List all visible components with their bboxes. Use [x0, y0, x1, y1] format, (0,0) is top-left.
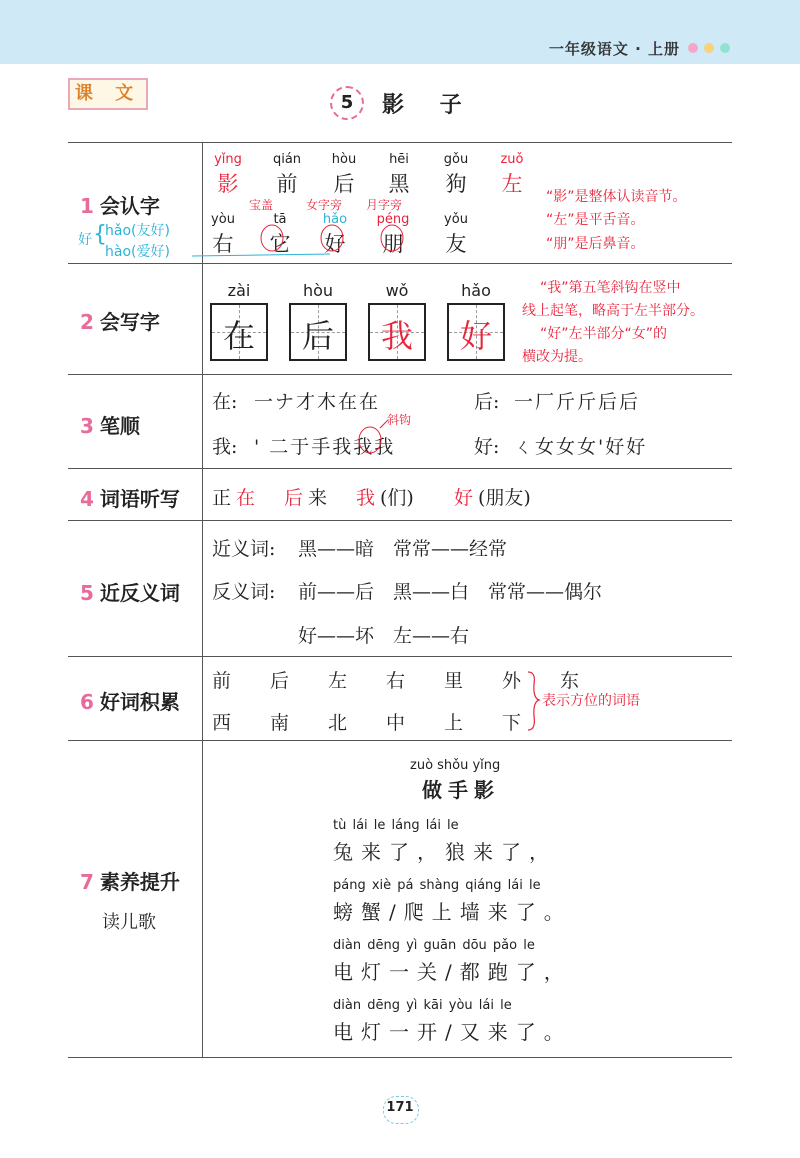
hao-reading: hǎo(友好)	[105, 223, 170, 239]
brace-icon: {	[93, 222, 107, 247]
character: 左	[501, 172, 523, 196]
section-num: 2	[80, 310, 94, 334]
note: “影”是整体认读音节。	[546, 189, 687, 205]
stroke-sequence: 一厂斤斤后后	[514, 391, 641, 413]
character: 影	[217, 172, 239, 196]
dictation-char: (们)	[380, 487, 414, 509]
pinyin: gǒu	[443, 152, 469, 167]
pinyin: hǎo	[322, 212, 348, 227]
stroke-label: 好:	[474, 436, 500, 458]
word-row: 西 南 北 中 上 下	[212, 712, 532, 734]
section-label-strokes	[80, 410, 140, 439]
character: 在	[222, 317, 255, 355]
header-dots	[688, 43, 730, 53]
section-num: 3	[80, 414, 94, 438]
stroke-sequence: ' 二于手我我我	[254, 436, 396, 458]
pinyin: yǒu	[444, 212, 468, 227]
stroke-note: 斜钩	[387, 413, 412, 427]
hao-connector	[190, 238, 340, 260]
pinyin: yǐng	[214, 152, 242, 167]
stroke-sequence: 一ナ才木在在	[254, 391, 381, 413]
poem-pinyin: diàn dēng yì kāi yòu lái le	[333, 998, 512, 1013]
dot-teal	[720, 43, 730, 53]
radical-note: 宝盖	[249, 198, 274, 212]
writing-grid	[368, 303, 426, 361]
table-line	[68, 263, 732, 264]
section-title: 近反义词	[99, 581, 180, 605]
poem-pinyin: tù lái le láng lái le	[333, 818, 459, 833]
poem-title-pinyin: zuò shǒu yǐng	[410, 758, 501, 773]
brace-icon	[524, 670, 542, 732]
synonym-label: 近义词:	[212, 538, 276, 560]
table-line	[68, 1057, 732, 1058]
pinyin: hòu	[331, 152, 357, 167]
section-num: 1	[80, 194, 94, 218]
section-title: 词语听写	[99, 487, 180, 511]
radical-note: 月字旁	[366, 198, 403, 212]
section-num: 7	[80, 870, 94, 894]
stroke-label: 后:	[474, 391, 500, 413]
stroke-note-circle	[356, 416, 390, 456]
poem-line: 螃蟹/爬上墙来了。	[333, 900, 572, 924]
section-label-good-words	[80, 686, 180, 715]
dot-yellow	[704, 43, 714, 53]
note: “朋”是后鼻音。	[546, 236, 645, 252]
section-title: 素养提升	[99, 870, 180, 894]
pinyin: yòu	[211, 212, 235, 227]
note: “我”第五笔斜钩在竖中	[540, 280, 681, 296]
word-note: 表示方位的词语	[542, 693, 640, 709]
section-num: 5	[80, 581, 94, 605]
section-label-dictation	[80, 483, 180, 512]
book-title: 一年级语文 · 上册	[548, 40, 680, 58]
antonym-list: 好——坏 左——右	[298, 625, 470, 647]
table-line	[68, 656, 732, 657]
poem-title: 做手影	[422, 778, 500, 802]
writing-grid	[289, 303, 347, 361]
character: 后	[333, 172, 355, 196]
dictation-char: 好	[454, 487, 474, 509]
pinyin: wǒ	[385, 281, 409, 300]
section-label-synonyms	[80, 577, 180, 606]
synonym-list: 黑——暗 常常——经常	[298, 538, 508, 560]
stroke-sequence: ㄑ女女女'好好	[514, 436, 648, 458]
note: “好”左半部分“女”的	[540, 326, 668, 342]
character: 好	[459, 317, 492, 355]
section-title: 笔顺	[99, 414, 140, 438]
table-divider	[202, 142, 203, 1058]
table-line	[68, 142, 732, 143]
character: 朋	[382, 232, 404, 256]
word-row: 前 后 左 右 里 外 东	[212, 670, 590, 692]
character: 黑	[388, 172, 410, 196]
character: 好	[324, 232, 346, 256]
section-num: 4	[80, 487, 94, 511]
character: 友	[445, 232, 467, 256]
dictation-char: 来	[308, 487, 328, 509]
header-bar	[0, 0, 800, 64]
section-title: 会认字	[99, 194, 160, 218]
section-label-recognize	[80, 190, 160, 219]
pinyin: zài	[227, 281, 251, 300]
pinyin: péng	[376, 212, 410, 227]
poem-pinyin: páng xiè pá shàng qiáng lái le	[333, 878, 541, 893]
dot-pink	[688, 43, 698, 53]
dictation-char: 后	[284, 487, 304, 509]
lesson-heading	[330, 86, 476, 120]
kewen-badge: 课 文	[68, 78, 148, 110]
poem-pinyin: diàn dēng yì guān dōu pǎo le	[333, 938, 535, 953]
note: 横改为提。	[522, 349, 592, 365]
section-title: 好词积累	[99, 690, 180, 714]
section-label-write	[80, 306, 160, 335]
dictation-char: 正	[212, 487, 232, 509]
pinyin: hòu	[302, 281, 334, 300]
pinyin: tā	[273, 212, 287, 227]
antonym-list: 前——后 黑——白 常常——偶尔	[298, 581, 603, 603]
character: 它	[269, 232, 291, 256]
pinyin: zuǒ	[500, 152, 524, 167]
writing-grid	[210, 303, 268, 361]
hao-char: 好	[78, 232, 92, 248]
table-line	[68, 468, 732, 469]
section-label-literacy	[80, 866, 180, 895]
character: 前	[276, 172, 298, 196]
poem-line: 电灯一关/都跑了，	[333, 960, 572, 984]
antonym-label: 反义词:	[212, 581, 276, 603]
table-line	[68, 740, 732, 741]
character: 狗	[445, 172, 467, 196]
section-subtitle: 读儿歌	[102, 912, 156, 933]
dictation-char: 在	[236, 487, 256, 509]
table-line	[68, 520, 732, 521]
section-num: 6	[80, 690, 94, 714]
dictation-char: 我	[356, 487, 376, 509]
pinyin: hēi	[389, 152, 409, 167]
page-number: 171	[383, 1100, 417, 1115]
character: 我	[380, 317, 413, 355]
section-title: 会写字	[99, 310, 160, 334]
dictation-char: (朋友)	[478, 487, 531, 509]
lesson-title: 影 子	[382, 91, 476, 118]
stroke-label: 在:	[212, 391, 238, 413]
writing-grid	[447, 303, 505, 361]
radical-note: 女字旁	[306, 198, 343, 212]
stroke-label: 我:	[212, 436, 238, 458]
poem-line: 电灯一开/又来了。	[333, 1020, 572, 1044]
poem-line: 兔来了，狼来了，	[333, 840, 557, 864]
pinyin: qián	[272, 152, 302, 167]
table-line	[68, 374, 732, 375]
character: 后	[301, 317, 334, 355]
hao-reading: hào(爱好)	[105, 244, 170, 260]
note: “左”是平舌音。	[546, 212, 645, 228]
lesson-number: 5	[330, 86, 364, 120]
note: 线上起笔，略高于左半部分。	[522, 303, 704, 319]
character: 右	[212, 232, 234, 256]
pinyin: hǎo	[461, 281, 491, 300]
